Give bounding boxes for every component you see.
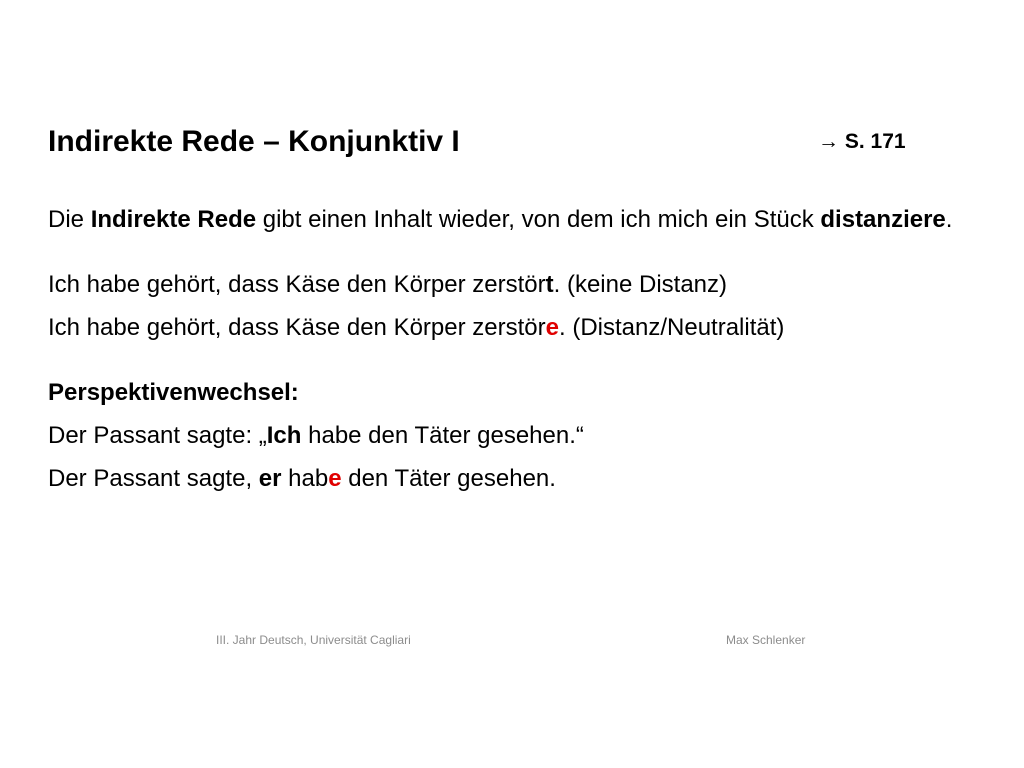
example-text: Ich habe gehört, dass Käse den Körper zerstör — [48, 271, 546, 298]
example-text: Der Passant sagte, — [48, 465, 259, 492]
example-ending-highlight: e — [328, 465, 342, 492]
example-indicative — [48, 263, 978, 306]
definition-paragraph — [48, 198, 978, 241]
example-subjunctive — [48, 306, 978, 349]
footer-author: Max Schlenker — [726, 633, 806, 647]
example-indirect-speech — [48, 457, 978, 500]
slide-title: Indirekte Rede – Konjunktiv I — [48, 125, 460, 158]
example-ending-highlight: e — [545, 314, 559, 341]
arrow-right-icon: → — [818, 130, 839, 153]
example-text: . (Distanz/Neutralität) — [558, 314, 785, 341]
spacer — [48, 241, 978, 263]
slide-body — [48, 198, 978, 500]
example-text: den Täter gesehen. — [341, 465, 556, 492]
example-ending: t — [545, 271, 554, 298]
example-pronoun: Ich — [266, 422, 302, 449]
example-text: hab — [281, 465, 329, 492]
example-text: Ich habe gehört, dass Käse den Körper zerstör — [48, 314, 546, 341]
page-reference — [818, 120, 906, 164]
definition-text: Die — [48, 206, 91, 233]
example-text: habe den Täter gesehen.“ — [301, 422, 584, 449]
example-direct-speech — [48, 414, 978, 457]
definition-text: gibt einen Inhalt wieder, von dem ich mich ein Stück — [256, 206, 821, 233]
definition-keyword: distanziere — [820, 206, 946, 233]
perspective-heading — [48, 371, 978, 414]
definition-term: Indirekte Rede — [90, 206, 257, 233]
example-text: . (keine Distanz) — [553, 271, 728, 298]
perspective-heading-text: Perspektivenwechsel: — [48, 379, 299, 406]
definition-text: . — [945, 206, 953, 233]
spacer — [48, 349, 978, 371]
footer-course: III. Jahr Deutsch, Universität Cagliari — [216, 633, 411, 647]
example-pronoun: er — [258, 465, 282, 492]
page-reference-text: S. 171 — [844, 130, 906, 153]
example-text: Der Passant sagte: „ — [48, 422, 267, 449]
